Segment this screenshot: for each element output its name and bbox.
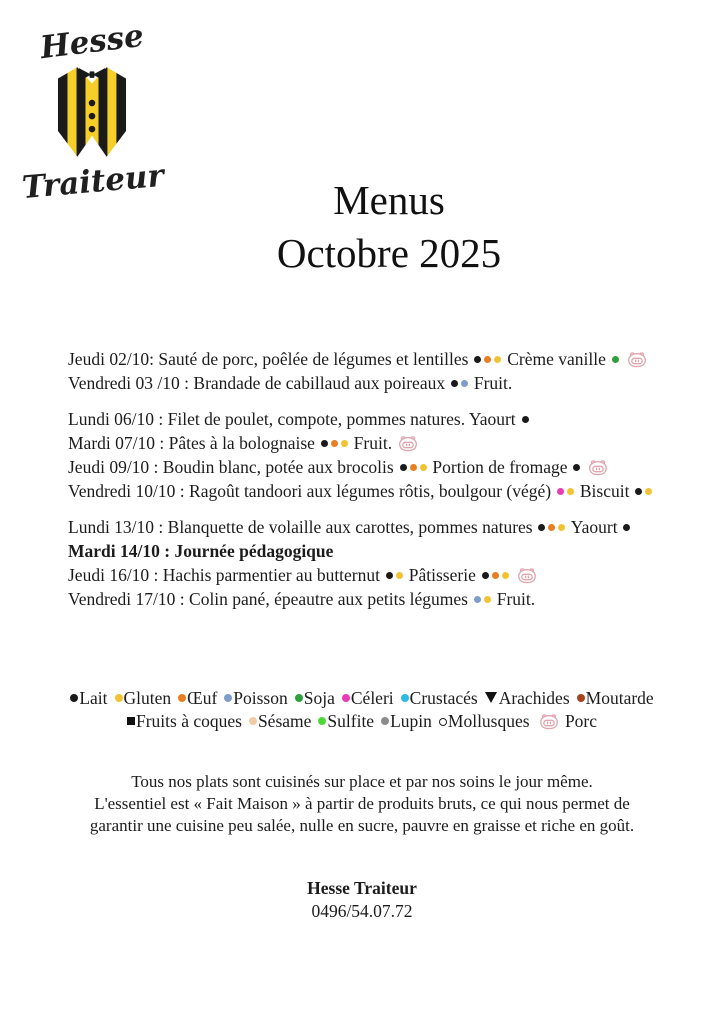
menu-line: Lundi 06/10 : Filet de poulet, compote, pommes natures. Yaourt [68, 407, 712, 431]
allergen-dot-lait [573, 464, 580, 471]
square-icon [127, 717, 135, 725]
allergen-dot-lait [474, 356, 481, 363]
footer-line: L'essentiel est « Fait Maison » à partir de produits bruts, ce qui nous permet de [94, 794, 630, 813]
title-menus: Menus [333, 177, 445, 223]
title-month: Octobre 2025 [276, 230, 502, 276]
logo-text-traiteur: Traiteur [20, 157, 166, 207]
menu-line: Lundi 13/10 : Blanquette de volaille aux carottes, pommes natures Yaourt [68, 515, 712, 539]
menu-line: Jeudi 16/10 : Hachis parmentier au butternut Pâtisserie [68, 563, 712, 587]
legend-item-mollusques: Mollusques [439, 710, 530, 733]
allergen-dot-oeuf [178, 694, 186, 702]
allergen-dot-lait [386, 572, 393, 579]
tuxedo-vest-icon [51, 64, 133, 160]
allergen-dot-lait [623, 524, 630, 531]
legend-item-crustac-s: Crustacés [401, 687, 478, 710]
phone-number: 0496/54.07.72 [311, 901, 413, 921]
menu-week-block [68, 515, 712, 611]
allergen-dot-gluten [645, 488, 652, 495]
menu-line: Vendredi 10/10 : Ragoût tandoori aux légumes rôtis, boulgour (végé) Biscuit [68, 479, 712, 503]
allergen-dot-oeuf [484, 356, 491, 363]
legend-item-porc: Porc [537, 710, 597, 733]
allergen-dot-lait [70, 694, 78, 702]
legend-item-s-same: Sésame [249, 710, 311, 733]
legend-item--uf: Œuf [178, 687, 217, 710]
company-name: Hesse Traiteur [307, 878, 417, 898]
legend-item-moutarde: Moutarde [577, 687, 654, 710]
allergen-dot-oeuf [410, 464, 417, 471]
allergen-dot-gluten [502, 572, 509, 579]
ring-icon [439, 718, 447, 726]
legend-item-soja: Soja [295, 687, 335, 710]
logo-text-hesse: Hesse [38, 17, 146, 67]
page-title [0, 174, 724, 280]
pig-icon [627, 351, 647, 368]
menu-line: Jeudi 02/10: Sauté de porc, poêlée de légumes et lentilles Crème vanille [68, 347, 712, 371]
pig-icon [398, 435, 418, 452]
menu-line: Jeudi 09/10 : Boudin blanc, potée aux brocolis Portion de fromage [68, 455, 712, 479]
allergen-dot-gluten [396, 572, 403, 579]
allergen-dot-lupin [381, 717, 389, 725]
signature-block [0, 877, 724, 923]
menu-line: Vendredi 03 /10 : Brandade de cabillaud aux poireaux Fruit. [68, 373, 513, 393]
allergen-dot-gluten [115, 694, 123, 702]
allergen-dot-poisson [224, 694, 232, 702]
allergen-dot-gluten [494, 356, 501, 363]
menu-line: Mardi 14/10 : Journée pédagogique [68, 541, 334, 561]
allergen-dot-gluten [567, 488, 574, 495]
allergen-dot-poisson [461, 380, 468, 387]
pig-icon [517, 567, 537, 584]
allergen-dot-lait [538, 524, 545, 531]
menu-list [68, 347, 712, 623]
allergen-dot-oeuf [492, 572, 499, 579]
legend-item-poisson: Poisson [224, 687, 287, 710]
menu-week-block [68, 407, 712, 503]
allergen-dot-soja [612, 356, 619, 363]
pig-icon [588, 459, 608, 476]
menu-line: Mardi 07/10 : Pâtes à la bolognaise Fruit. [68, 431, 712, 455]
allergen-dot-sulfite [318, 717, 326, 725]
allergen-dot-gluten [484, 596, 491, 603]
allergen-dot-celeri [342, 694, 350, 702]
allergen-dot-lait [482, 572, 489, 579]
allergen-dot-gluten [558, 524, 565, 531]
legend-item-c-leri: Céleri [342, 687, 394, 710]
allergen-dot-lait [522, 416, 529, 423]
legend-item-fruits-coques: Fruits à coques [127, 710, 242, 733]
allergen-dot-oeuf [331, 440, 338, 447]
allergen-dot-sesame [249, 717, 257, 725]
allergen-dot-lait [321, 440, 328, 447]
allergen-dot-lait [635, 488, 642, 495]
allergen-dot-poisson [474, 596, 481, 603]
footer-note [0, 771, 724, 837]
legend-row [0, 687, 724, 710]
allergen-dot-moutarde [577, 694, 585, 702]
legend-item-gluten: Gluten [115, 687, 172, 710]
legend-item-sulfite: Sulfite [318, 710, 374, 733]
allergen-dot-crustaces [401, 694, 409, 702]
legend-row [0, 710, 724, 733]
menu-line: Vendredi 17/10 : Colin pané, épeautre aux petits légumes Fruit. [68, 589, 536, 609]
legend-item-lait: Lait [70, 687, 107, 710]
allergen-dot-soja [295, 694, 303, 702]
legend-item-lupin: Lupin [381, 710, 432, 733]
legend-item-arachides: Arachides [485, 687, 570, 710]
footer-line: Tous nos plats sont cuisinés sur place et par nos soins le jour même. [131, 772, 593, 791]
pig-icon [539, 713, 559, 730]
allergen-dot-lait [451, 380, 458, 387]
footer-line: garantir une cuisine peu salée, nulle en sucre, pauvre en graisse et riche en goût. [89, 816, 635, 835]
allergen-dot-oeuf [548, 524, 555, 531]
menu-week-block [68, 347, 712, 395]
allergen-dot-gluten [420, 464, 427, 471]
allergen-dot-celeri [557, 488, 564, 495]
triangle-icon [485, 692, 497, 703]
allergen-legend [0, 687, 724, 733]
allergen-dot-lait [400, 464, 407, 471]
allergen-dot-gluten [341, 440, 348, 447]
